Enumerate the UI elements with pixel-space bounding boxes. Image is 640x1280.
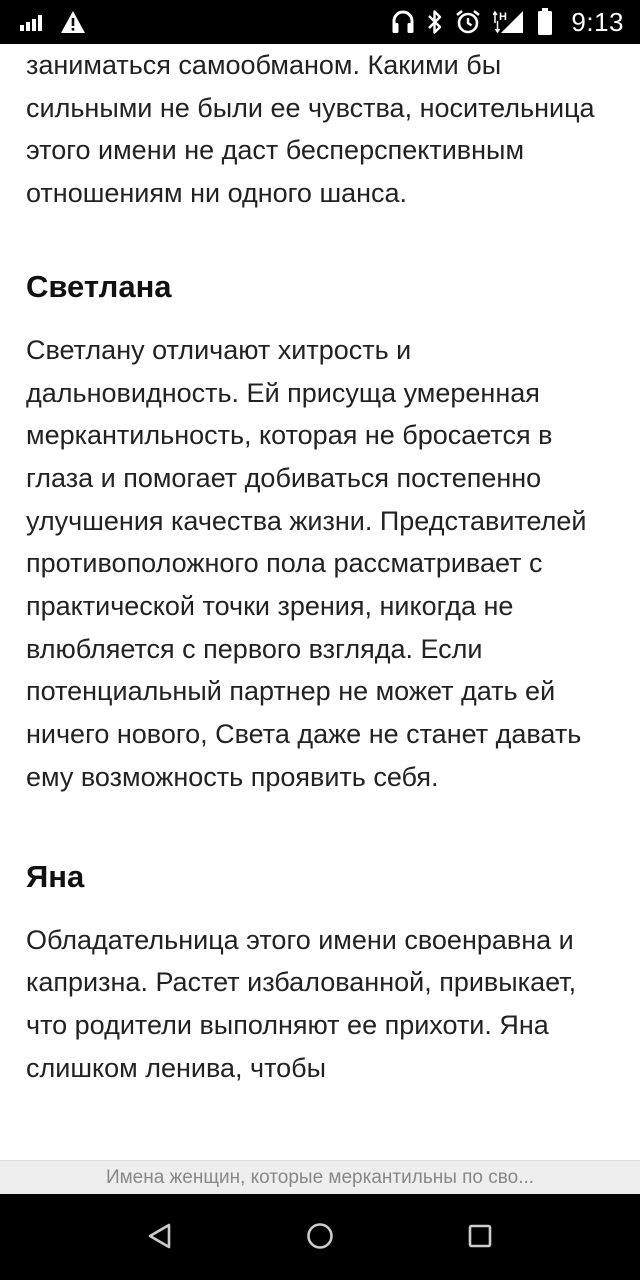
status-bar [0, 0, 640, 44]
back-button[interactable] [136, 1214, 184, 1262]
home-button[interactable] [296, 1214, 344, 1262]
recents-button[interactable] [456, 1214, 504, 1262]
home-circle-icon [305, 1221, 335, 1256]
recents-square-icon [465, 1221, 495, 1256]
article-paragraph-intro: заниматься самообманом. Какими бы сильными не были ее чувства, носительница этого имени не даст бесперспективным отношениям ни одного шанса. [26, 50, 595, 209]
article-content[interactable] [0, 44, 640, 1160]
warning-icon [60, 8, 86, 36]
section-heading-svetlana: Светлана [26, 268, 172, 304]
status-time: 9:13 [571, 6, 624, 37]
status-bar-right [391, 7, 624, 38]
signal-bars-icon [20, 8, 46, 36]
status-bar-left [20, 8, 86, 36]
section-heading-yana: Яна [26, 858, 85, 894]
back-triangle-icon [145, 1221, 175, 1256]
headphones-icon [391, 8, 415, 36]
section-text-svetlana: Светлану отличают хитрость и дальновидность. Ей присуща умеренная меркантильность, которая не бросается в глаза и помогает добиваться постепенно улучшения качества жизни. Представителей противоположного пола рассматривает с практической точки зрения, никогда не влюбляется с первого взгляда. Если потенциальный партнер не может дать ей ничего нового, Света даже не станет давать ему возможность проявить себя. [26, 334, 587, 792]
bluetooth-icon [427, 8, 443, 36]
navigation-bar [0, 1194, 640, 1280]
battery-icon [537, 8, 553, 36]
page-title-strip[interactable]: Имена женщин, которые меркантильны по сво... [0, 1160, 640, 1194]
section-text-yana: Обладательница этого имени своенравна и капризна. Растет избалованной, привыкает, что родители выполняют ее прихоти. Яна слишком ленива, чтобы [26, 924, 577, 1083]
mobile-data-h-icon [493, 8, 525, 36]
svg-text:H: H [499, 11, 508, 23]
alarm-icon [455, 8, 481, 36]
